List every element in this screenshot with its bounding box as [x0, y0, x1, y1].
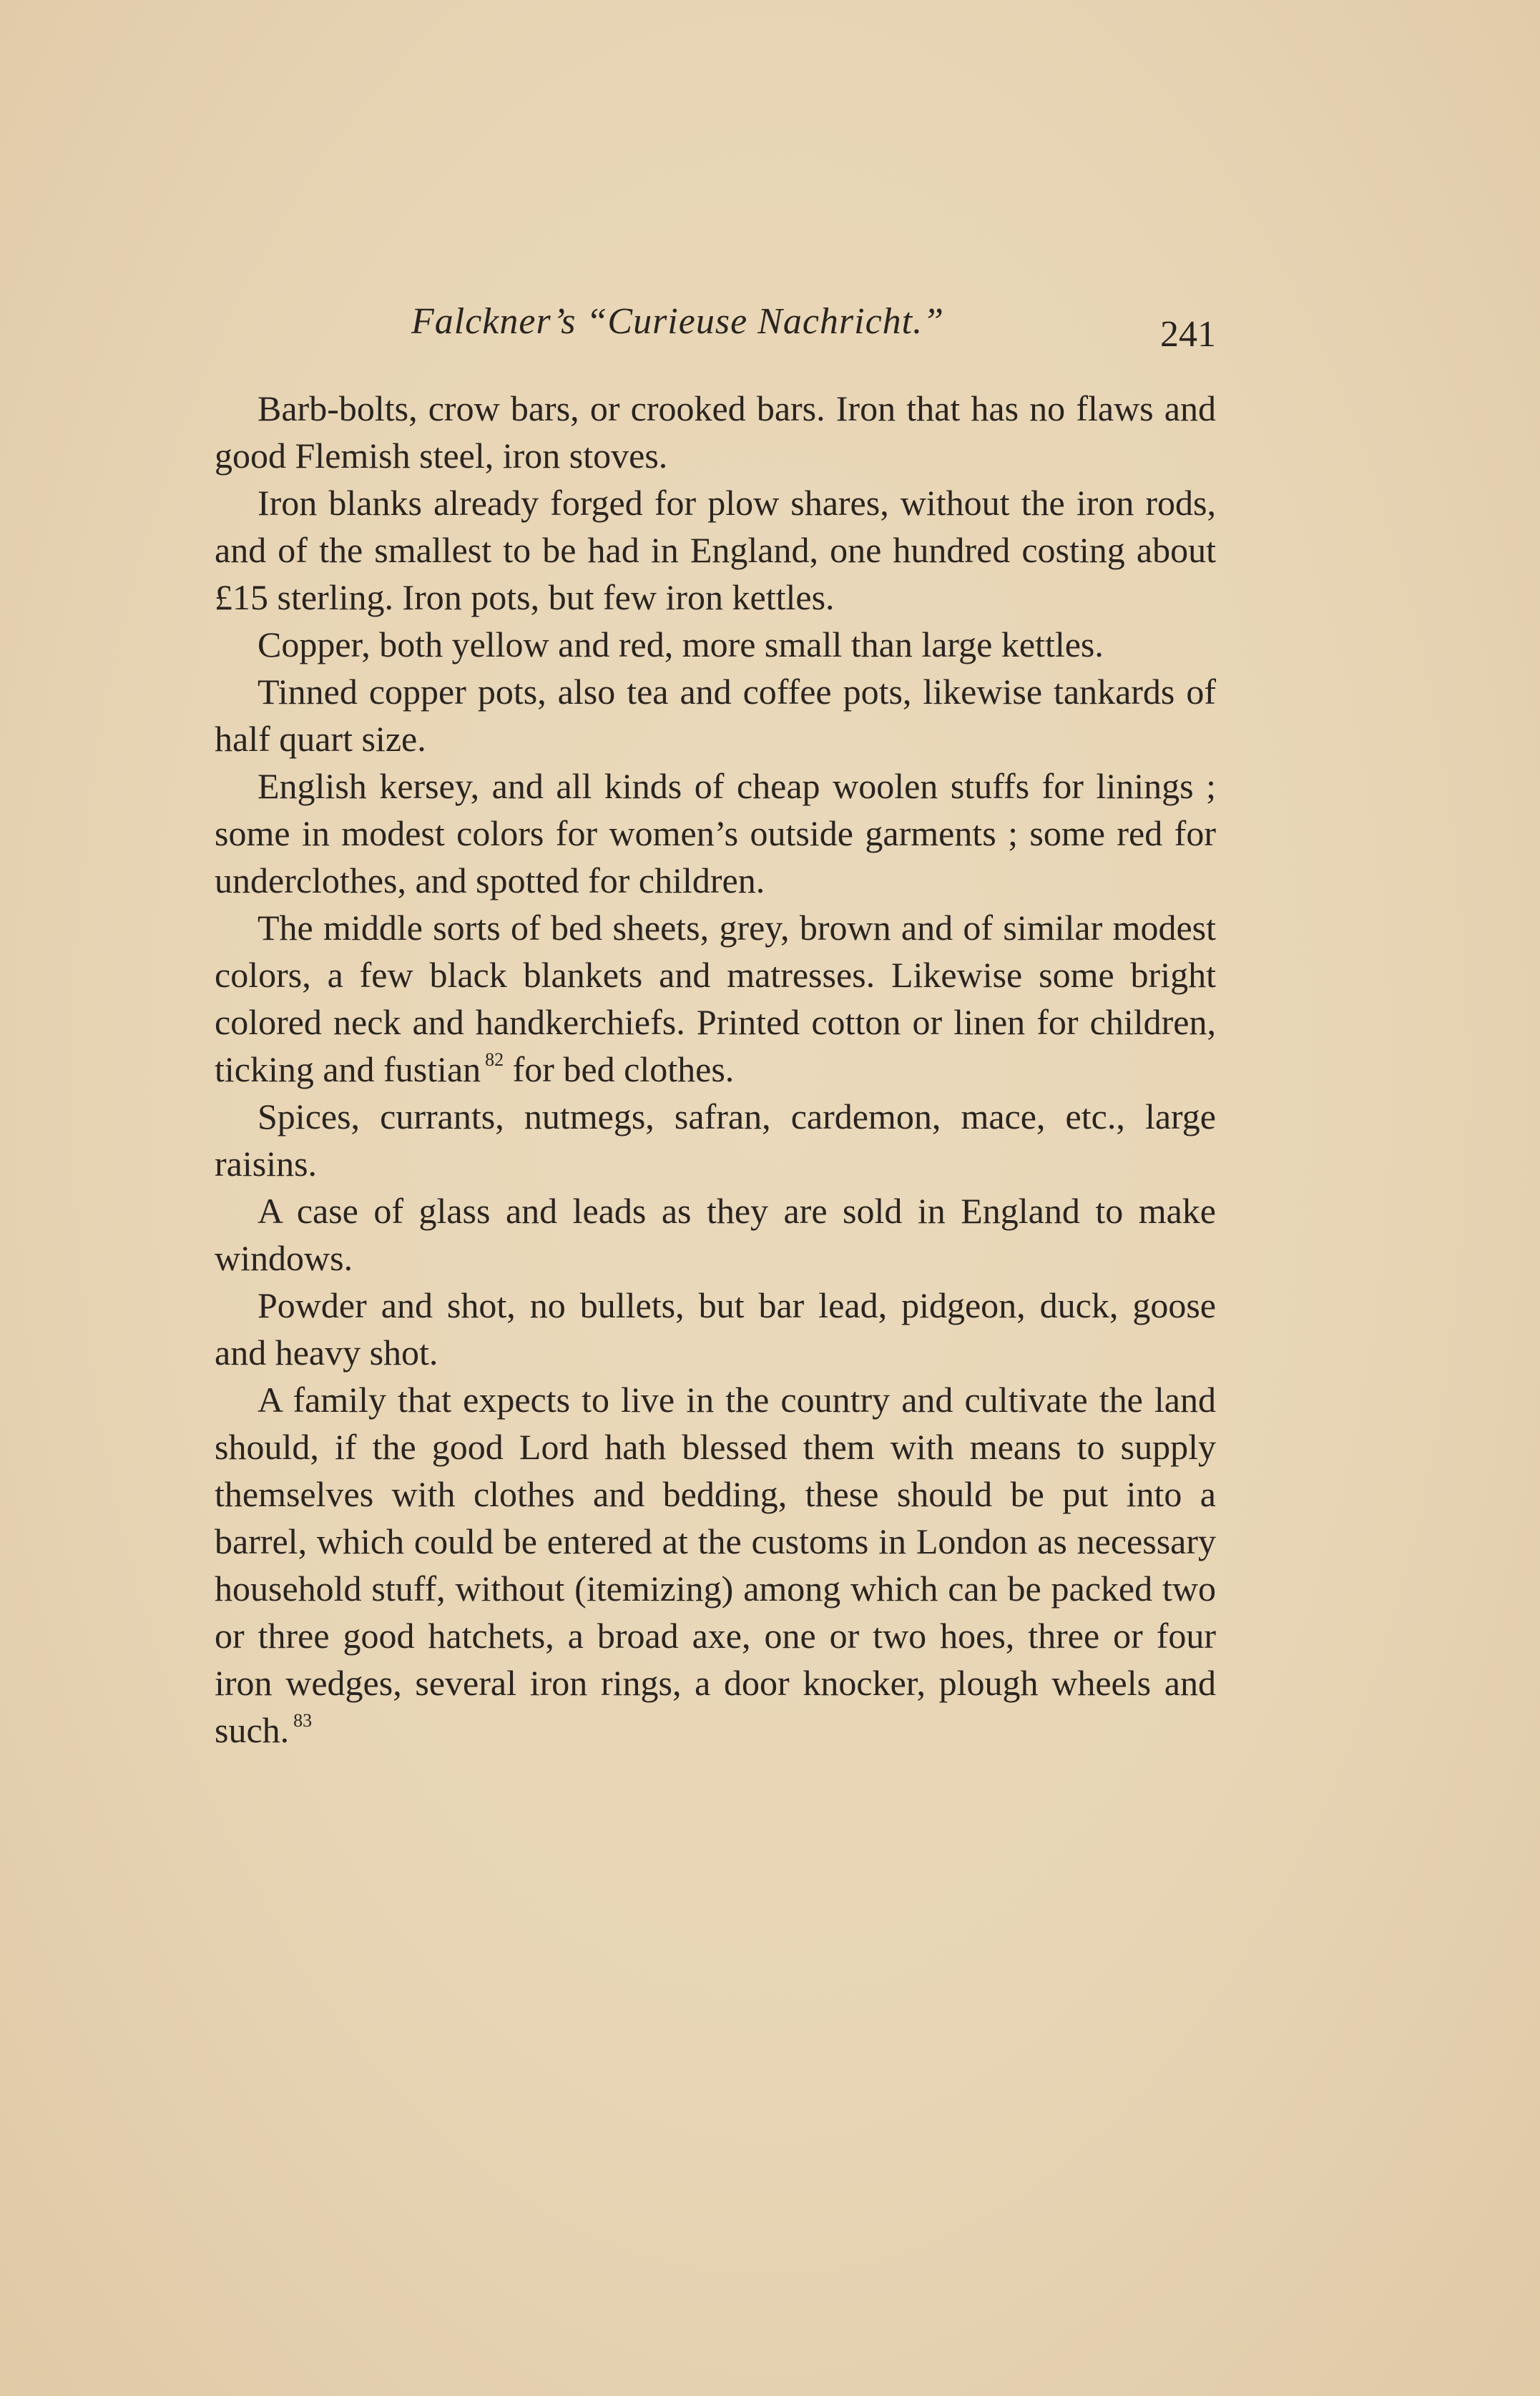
- paragraph-barb-bolts: Barb-bolts, crow bars, or crooked bars. Iron that has no flaws and good Flemish steel, iron stoves.: [215, 388, 1216, 476]
- running-title: Falckner’s “Curieuse Nachricht.”: [411, 301, 945, 342]
- paragraph-iron-blanks: Iron blanks already forged for plow shares, without the iron rods, and of the smallest to be had in England, one hundred costing about £15 sterling. Iron pots, but few iron kettles.: [215, 483, 1216, 617]
- paragraph-copper: Copper, both yellow and red, more small than large kettles.: [258, 624, 1104, 664]
- paragraph-glass-and-leads: A case of glass and leads as they are sold in England to make windows.: [215, 1191, 1216, 1278]
- body-text: [215, 385, 1216, 1754]
- paragraph-family: A family that expects to live in the country and cultivate the land should, if the good Lord hath blessed them with means to supply themselves with clothes and bedding, these should be put into a barrel, which could be entered at the customs in London as necessary household stuff, without (itemizing) among which can be packed two or three good hatchets, a broad axe, one or two hoes, three or four iron wedges, several iron rings, a door knocker, plough wheels and such. $^{83}$: [215, 1380, 1216, 1750]
- page-header: [215, 300, 1216, 358]
- paragraph-powder-and-shot: Powder and shot, no bullets, but bar lead, pidgeon, duck, goose and heavy shot.: [215, 1285, 1216, 1373]
- paragraph-spices: Spices, currants, nutmegs, safran, cardemon, mace, etc., large raisins.: [215, 1096, 1216, 1184]
- footnote-marker-83: 83: [293, 1710, 313, 1731]
- footnote-marker-82: 82: [485, 1049, 504, 1070]
- page-number: 241: [1160, 314, 1216, 355]
- paragraph-tinned-copper: Tinned copper pots, also tea and coffee pots, likewise tankards of half quart size.: [215, 672, 1216, 759]
- paragraph-bed-sheets: The middle sorts of bed sheets, grey, brown and of similar modest colors, a few black blankets and matresses. Likewise some bright colored neck and handkerchiefs. Printed cotton or linen for children, ticking and fustian $^{82}$ for bed clothes.: [215, 908, 1216, 1089]
- paragraph-english-kersey: English kersey, and all kinds of cheap woolen stuffs for linings ; some in modest colors for women’s outside garments ; some red for underclothes, and spotted for children.: [215, 766, 1216, 900]
